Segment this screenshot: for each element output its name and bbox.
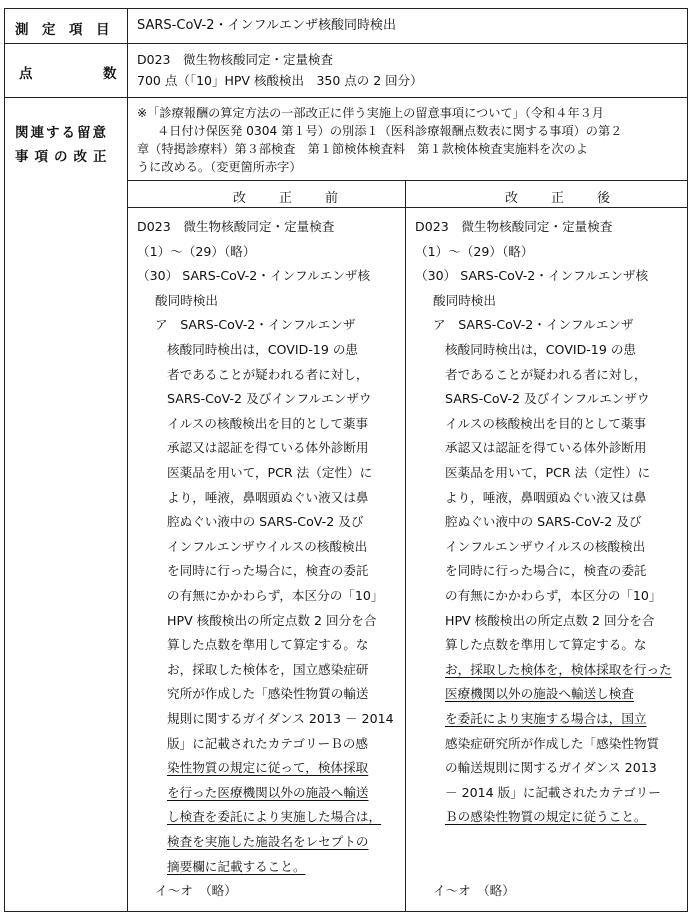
before-header: 改 正 前	[233, 191, 349, 206]
before-line-17: HPV 核酸検出の所定点数 2 回分を合	[167, 612, 377, 628]
revision-label-line2: 事項の改正	[15, 149, 113, 165]
after-line-24: － 2014 版」に記載されたカテゴリー	[445, 784, 661, 800]
before-line-8: SARS-CoV-2 及びインフルエンザウ	[167, 391, 372, 407]
rule-label-col	[127, 9, 128, 911]
before-column	[137, 215, 401, 909]
document-table	[4, 8, 688, 912]
after-line-11: 医薬品を用いて，PCR 法（定性）に	[445, 465, 651, 480]
before-line-3: （30） SARS-CoV-2・インフルエンザ核	[137, 268, 371, 284]
after-header: 改 正 後	[505, 191, 621, 206]
after-line-1: D023 微生物核酸同定・定量検査	[415, 219, 613, 234]
before-line-26: 検査を実施した施設名をレセプトの	[167, 834, 369, 849]
before-line-10: 承認又は認証を得ている体外診断用	[167, 440, 369, 456]
before-line-13: 腔ぬぐい液中の SARS-CoV-2 及び	[167, 514, 364, 530]
after-line-21: を委託により実施する場合は，国立	[445, 711, 647, 726]
revision-label-line1: 関連する留意	[15, 125, 108, 141]
after-line-8: SARS-CoV-2 及びインフルエンザウ	[445, 391, 650, 407]
after-line-9: イルスの核酸検出を目的として薬事	[445, 415, 647, 431]
after-line-15: を同時に行った場合に，検査の委託	[445, 563, 647, 579]
before-line-15: を同時に行った場合に，検査の委託	[167, 563, 369, 579]
after-line-7: 者であることが疑われる者に対し，	[445, 366, 647, 382]
after-line-10: 承認又は認証を得ている体外診断用	[445, 440, 647, 456]
after-line-13: 腔ぬぐい液中の SARS-CoV-2 及び	[445, 514, 642, 530]
item-label: 測 定 項 目	[15, 22, 110, 38]
rule-row1	[5, 43, 687, 44]
rule-row2	[5, 97, 687, 98]
after-line-2: （1）～（29）（略）	[415, 243, 534, 259]
after-line-12: より，唾液，鼻咽頭ぬぐい液又は鼻	[445, 489, 647, 505]
after-line-19: お，採取した検体を，検体採取を行った	[445, 661, 672, 677]
item-value: SARS-CoV-2・インフルエンザ核酸同時検出	[137, 18, 396, 33]
after-line-23: の輸送規則に関するガイダンス 2013	[445, 760, 657, 776]
intro-line-2: ４日付け保医発 0304 第１号）の別添１（医科診療報酬点数表に関する事項）の第２	[157, 124, 623, 138]
before-line-11: 医薬品を用いて，PCR 法（定性）に	[167, 465, 373, 480]
before-line-12: より，唾液，鼻咽頭ぬぐい液又は鼻	[167, 489, 369, 505]
before-line-23: 染性物質の規定に従って，検体採取	[167, 760, 369, 776]
intro-line-1: ※「診療報酬の算定方法の一部改正に伴う実施上の留意事項について」（令和４年３月	[137, 106, 604, 120]
after-line-14: インフルエンザウイルスの核酸検出	[445, 538, 646, 554]
rule-header	[128, 207, 687, 208]
intro-line-3: 章（特掲診療料）第３部検査 第１節検体検査料 第１款検体検査実施料を次のよ	[137, 142, 588, 156]
after-line-18: 算した点数を準用して算定する。な	[445, 637, 647, 653]
before-line-2: （1）～（29）（略）	[137, 243, 256, 259]
points-label-right: 数	[103, 66, 117, 82]
after-line-20: 医療機関以外の施設へ輸送し検査	[445, 686, 634, 702]
before-line-6: 核酸同時検出は，COVID-19 の患	[167, 342, 359, 357]
after-line-6: 核酸同時検出は，COVID-19 の患	[445, 342, 637, 357]
intro-line-4: うに改める。（変更箇所赤字）	[137, 160, 302, 174]
after-line-25: Ｂの感染性物質の規定に従うこと。	[445, 809, 647, 825]
after-line-28: イ～オ （略）	[433, 883, 515, 899]
before-line-18: 算した点数を準用して算定する。な	[167, 637, 369, 653]
before-line-22: 版」に記載されたカテゴリーＢの感	[167, 735, 368, 751]
points-line2: 700 点（「10」HPV 核酸検出 350 点の 2 回分）	[137, 73, 423, 88]
rule-compare-col	[405, 180, 406, 911]
before-line-5: ア SARS-CoV-2・インフルエンザ	[155, 317, 356, 333]
after-line-4: 酸同時検出	[433, 292, 496, 308]
before-line-4: 酸同時検出	[155, 292, 218, 308]
points-line1: D023 微生物核酸同定・定量検査	[137, 52, 333, 67]
rule-intro	[128, 180, 687, 181]
before-line-24: を行った医療機関以外の施設へ輸送	[167, 784, 369, 800]
after-line-5: ア SARS-CoV-2・インフルエンザ	[433, 317, 634, 333]
before-line-27: 摘要欄に記載すること。	[167, 858, 306, 874]
after-line-3: （30） SARS-CoV-2・インフルエンザ核	[415, 268, 649, 284]
after-line-22: 感染症研究所が作成した「感染性物質	[445, 735, 660, 751]
before-line-1: D023 微生物核酸同定・定量検査	[137, 219, 335, 234]
before-line-9: イルスの核酸検出を目的として薬事	[167, 415, 369, 431]
before-line-19: お，採取した検体を，国立感染症研	[167, 661, 369, 677]
before-line-7: 者であることが疑われる者に対し，	[167, 366, 369, 382]
before-line-14: インフルエンザウイルスの核酸検出	[167, 538, 368, 554]
before-line-20: 究所が作成した「感染性物質の輸送	[167, 686, 369, 702]
before-line-25: し検査を委託により実施した場合は，	[167, 809, 382, 825]
before-line-16: の有無にかかわらず，本区分の「10」	[167, 588, 384, 603]
before-line-28: イ～オ （略）	[155, 883, 237, 899]
points-label-left: 点	[19, 66, 33, 82]
after-line-16: の有無にかかわらず，本区分の「10」	[445, 588, 662, 603]
before-line-21: 規則に関するガイダンス 2013 － 2014	[167, 711, 394, 726]
after-line-17: HPV 核酸検出の所定点数 2 回分を合	[445, 612, 655, 628]
after-column	[415, 215, 683, 909]
